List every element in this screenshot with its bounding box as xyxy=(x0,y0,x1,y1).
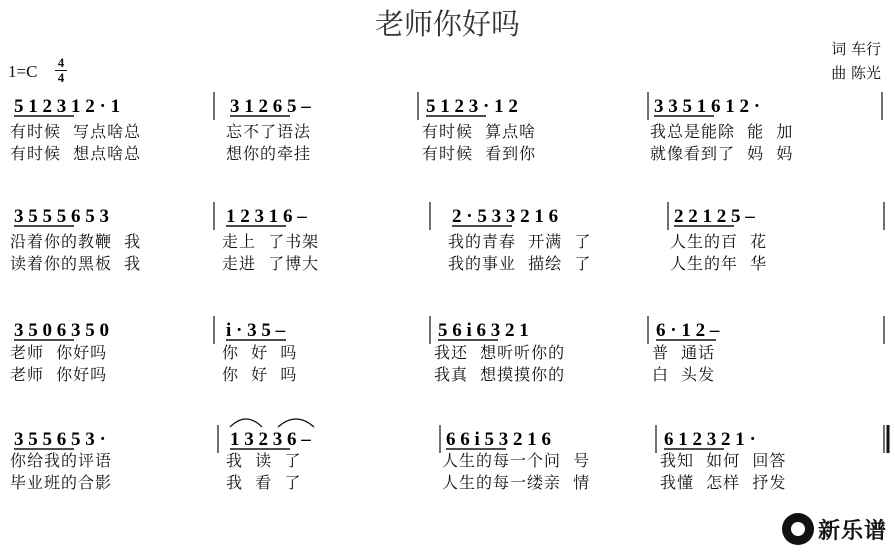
lyric-line-1: 老师 你好吗 xyxy=(10,343,108,362)
measure-notes: 6 6 i 5 3 2 1 6 xyxy=(446,429,552,450)
lyric-line-2: 就像看到了 妈 妈 xyxy=(650,144,794,163)
measure-notes: 1 3 2 3 6 – xyxy=(230,429,311,450)
lyric-line-1: 走上 了书架 xyxy=(222,232,320,251)
measure-notes: 6 · 1 2 – xyxy=(656,320,720,341)
composer-credit: 曲 陈光 xyxy=(831,64,881,82)
lyric-line-2: 白 头发 xyxy=(652,365,716,384)
lyric-line-2: 我真 想摸摸你的 xyxy=(434,365,566,384)
measure-notes: 5 1 2 3 · 1 2 xyxy=(426,96,518,117)
measure-notes: 3 5 5 6 5 3 · xyxy=(14,429,106,450)
lyricist-credit: 词 车行 xyxy=(831,40,881,58)
lyric-line-2: 人生的年 华 xyxy=(670,254,768,273)
lyric-line-2: 我懂 怎样 抒发 xyxy=(660,473,787,492)
lyric-line-1: 你给我的评语 xyxy=(10,451,113,470)
lyric-line-1: 普 通话 xyxy=(652,343,716,362)
lyric-line-1: 人生的每一个问 号 xyxy=(442,451,591,470)
lyric-line-2: 读着你的黑板 我 xyxy=(10,254,142,273)
lyric-line-1: 你 好 吗 xyxy=(222,343,298,362)
lyric-line-2: 人生的每一缕亲 情 xyxy=(442,473,591,492)
lyric-line-2: 走进 了博大 xyxy=(222,254,320,273)
lyric-line-1: 沿着你的教鞭 我 xyxy=(10,232,142,251)
site-logo xyxy=(782,512,887,546)
lyric-line-1: 我 读 了 xyxy=(226,451,302,470)
measure-notes: 1 2 3 1 6 – xyxy=(226,206,307,227)
measure-notes: 3 3 5 1 6 1 2 · xyxy=(654,96,761,117)
logo-disc-icon xyxy=(782,513,814,545)
measure-notes: 5 6 i 6 3 2 1 xyxy=(438,320,529,341)
measure-notes: 6 1 2 3 2 1 · xyxy=(664,429,756,450)
lyric-line-1: 忘不了语法 xyxy=(226,122,312,141)
meter-top: 4 xyxy=(57,55,65,70)
key-signature: 1=C xyxy=(8,62,38,81)
measure-notes: 2 · 5 3 3 2 1 6 xyxy=(452,206,559,227)
lyric-line-2: 毕业班的合影 xyxy=(10,473,113,492)
measure-notes: i · 3 5 – xyxy=(226,320,286,341)
lyric-line-1: 我还 想听听你的 xyxy=(434,343,566,362)
lyric-line-1: 有时候 写点啥总 xyxy=(10,122,142,141)
lyric-line-2: 你 好 吗 xyxy=(222,365,298,384)
lyric-line-1: 人生的百 花 xyxy=(670,232,768,251)
lyric-line-1: 我的青春 开满 了 xyxy=(448,232,592,251)
lyric-line-2: 有时候 看到你 xyxy=(422,144,537,163)
lyric-line-2: 有时候 想点啥总 xyxy=(10,144,142,163)
measure-notes: 3 1 2 6 5 – xyxy=(230,96,311,117)
lyric-line-2: 老师 你好吗 xyxy=(10,365,108,384)
lyric-line-2: 想你的牵挂 xyxy=(226,144,312,163)
lyric-line-1: 有时候 算点啥 xyxy=(422,122,537,141)
song-title: 老师你好吗 xyxy=(374,7,520,41)
slur-arc xyxy=(230,419,262,427)
measure-notes: 5 1 2 3 1 2 · 1 xyxy=(14,96,121,117)
logo-text: 新乐谱 xyxy=(817,518,887,544)
lyric-line-2: 我 看 了 xyxy=(226,473,302,492)
slur-arc xyxy=(278,419,314,427)
measure-notes: 3 5 0 6 3 5 0 xyxy=(14,320,109,341)
lyric-line-1: 我总是能除 能 加 xyxy=(650,122,794,141)
lyric-line-2: 我的事业 描绘 了 xyxy=(448,254,592,273)
lyric-line-1: 我知 如何 回答 xyxy=(660,451,787,470)
measure-notes: 3 5 5 5 6 5 3 xyxy=(14,206,109,227)
measure-notes: 2 2 1 2 5 – xyxy=(674,206,755,227)
meter-bottom: 4 xyxy=(55,70,67,85)
